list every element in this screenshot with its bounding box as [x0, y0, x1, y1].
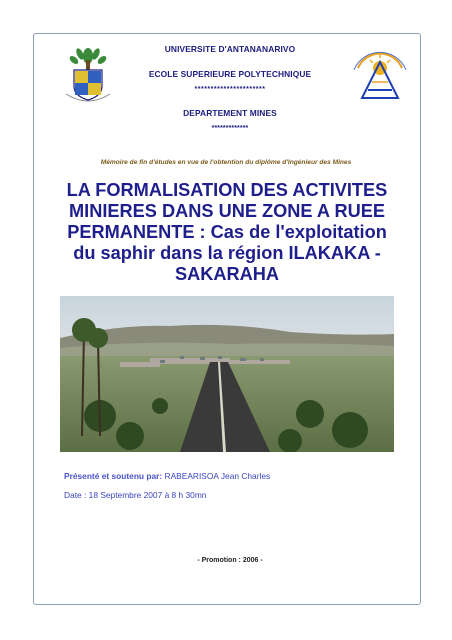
title-line: SAKARAHA [174, 264, 280, 284]
memoire-subtitle: Mémoire de fin d'études en vue de l'obtention du diplôme d'Ingénieur des Mines [100, 159, 352, 166]
promotion-year: - Promotion : 2006 - [197, 557, 263, 564]
title-line: PERMANENTE : Cas de l'exploitation [67, 222, 387, 242]
university-name: UNIVERSITE D'ANTANANARIVO [164, 44, 296, 54]
header-separator-stars: ********************** [194, 86, 266, 93]
title-line: LA FORMALISATION DES ACTIVITES [66, 180, 388, 200]
title-line: MINIERES DANS UNE ZONE A RUEE [69, 201, 385, 221]
ilakaka-landscape-photo [60, 296, 394, 452]
department-separator-stars: ************* [211, 125, 249, 132]
author-name: RABEARISOA Jean Charles [164, 471, 271, 481]
thesis-title [45, 180, 409, 285]
school-name: ECOLE SUPERIEURE POLYTECHNIQUE [148, 69, 312, 79]
university-crest-icon [58, 42, 118, 106]
title-line: du saphir dans la région ILAKAKA - [73, 243, 381, 263]
department-name: DEPARTEMENT MINES [183, 108, 277, 118]
defense-date: Date : 18 Septembre 2007 à 8 h 30mn [64, 490, 207, 500]
presented-by-label: Présenté et soutenu par: [64, 471, 163, 481]
presented-by [64, 471, 270, 481]
polytechnique-emblem-icon [350, 38, 410, 108]
